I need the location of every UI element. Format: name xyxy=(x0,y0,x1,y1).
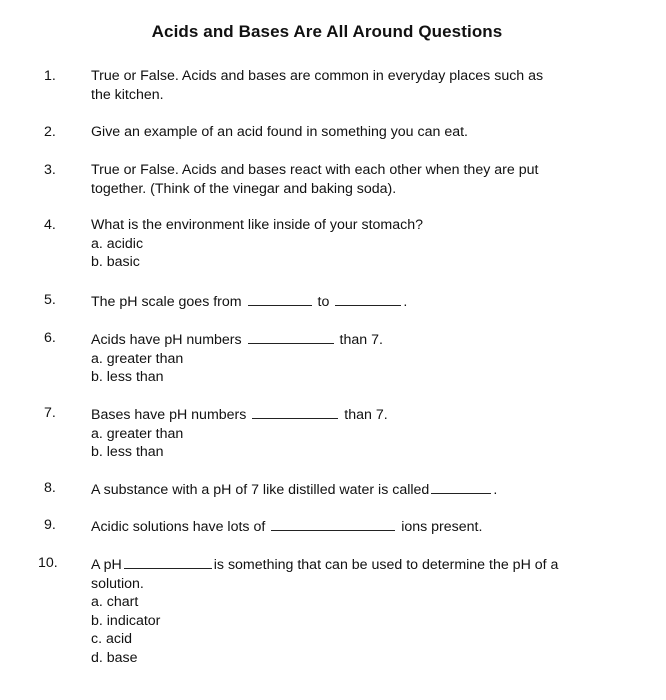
worksheet-title: Acids and Bases Are All Around Questions xyxy=(151,22,503,41)
question-number: 8. xyxy=(44,480,56,496)
question-text: True or False. Acids and bases are common in everyday places such as xyxy=(91,68,544,84)
question-text-mid: to xyxy=(317,294,330,310)
answer-blank[interactable] xyxy=(271,516,395,531)
question-number: 7. xyxy=(44,405,56,421)
question-number: 10. xyxy=(38,555,58,571)
answer-blank[interactable] xyxy=(335,291,401,306)
question-text: Acids have pH numbers xyxy=(91,332,242,348)
question-number: 4. xyxy=(44,217,56,233)
option-b: b. less than xyxy=(91,369,164,385)
option-c: c. acid xyxy=(91,631,133,647)
option-b: b. basic xyxy=(91,254,140,270)
question-number: 3. xyxy=(44,162,56,178)
answer-blank[interactable] xyxy=(248,291,312,306)
question-number: 2. xyxy=(44,124,56,140)
question-text-end: ions present. xyxy=(401,519,483,535)
answer-blank[interactable] xyxy=(431,479,491,494)
question-number: 6. xyxy=(44,330,56,346)
option-a: a. chart xyxy=(91,594,139,610)
question-text: True or False. Acids and bases react with each other when they are put xyxy=(91,162,539,178)
question-text-end: . xyxy=(403,294,408,310)
question-text-end: is something that can be used to determine the pH of a xyxy=(213,557,559,573)
question-text-end: . xyxy=(493,482,498,498)
option-a: a. greater than xyxy=(91,425,184,442)
option-d: d. base xyxy=(91,649,138,666)
question-text-end: than 7. xyxy=(344,407,388,423)
option-a: a. greater than xyxy=(91,350,184,367)
question-text: Bases have pH numbers xyxy=(91,407,247,423)
option-b: b. indicator xyxy=(91,612,161,629)
question-text: Give an example of an acid found in something you can eat. xyxy=(91,124,468,140)
answer-blank[interactable] xyxy=(124,554,212,569)
option-a: a. acidic xyxy=(91,235,144,252)
question-text: Acidic solutions have lots of xyxy=(91,519,266,535)
question-text: A pH xyxy=(91,557,122,573)
question-text-cont: together. (Think of the vinegar and baking soda). xyxy=(91,180,397,197)
answer-blank[interactable] xyxy=(248,329,334,344)
answer-blank[interactable] xyxy=(252,404,338,419)
question-number: 5. xyxy=(44,292,56,308)
option-b: b. less than xyxy=(91,444,164,460)
question-text-end: than 7. xyxy=(339,332,383,348)
question-text: What is the environment like inside of your stomach? xyxy=(91,217,423,233)
question-text-cont: the kitchen. xyxy=(91,86,164,103)
question-text: A substance with a pH of 7 like distilled water is called xyxy=(91,482,430,498)
question-text-cont: solution. xyxy=(91,575,144,592)
question-text: The pH scale goes from xyxy=(91,294,242,310)
question-number: 9. xyxy=(44,517,56,533)
question-number: 1. xyxy=(44,68,56,84)
